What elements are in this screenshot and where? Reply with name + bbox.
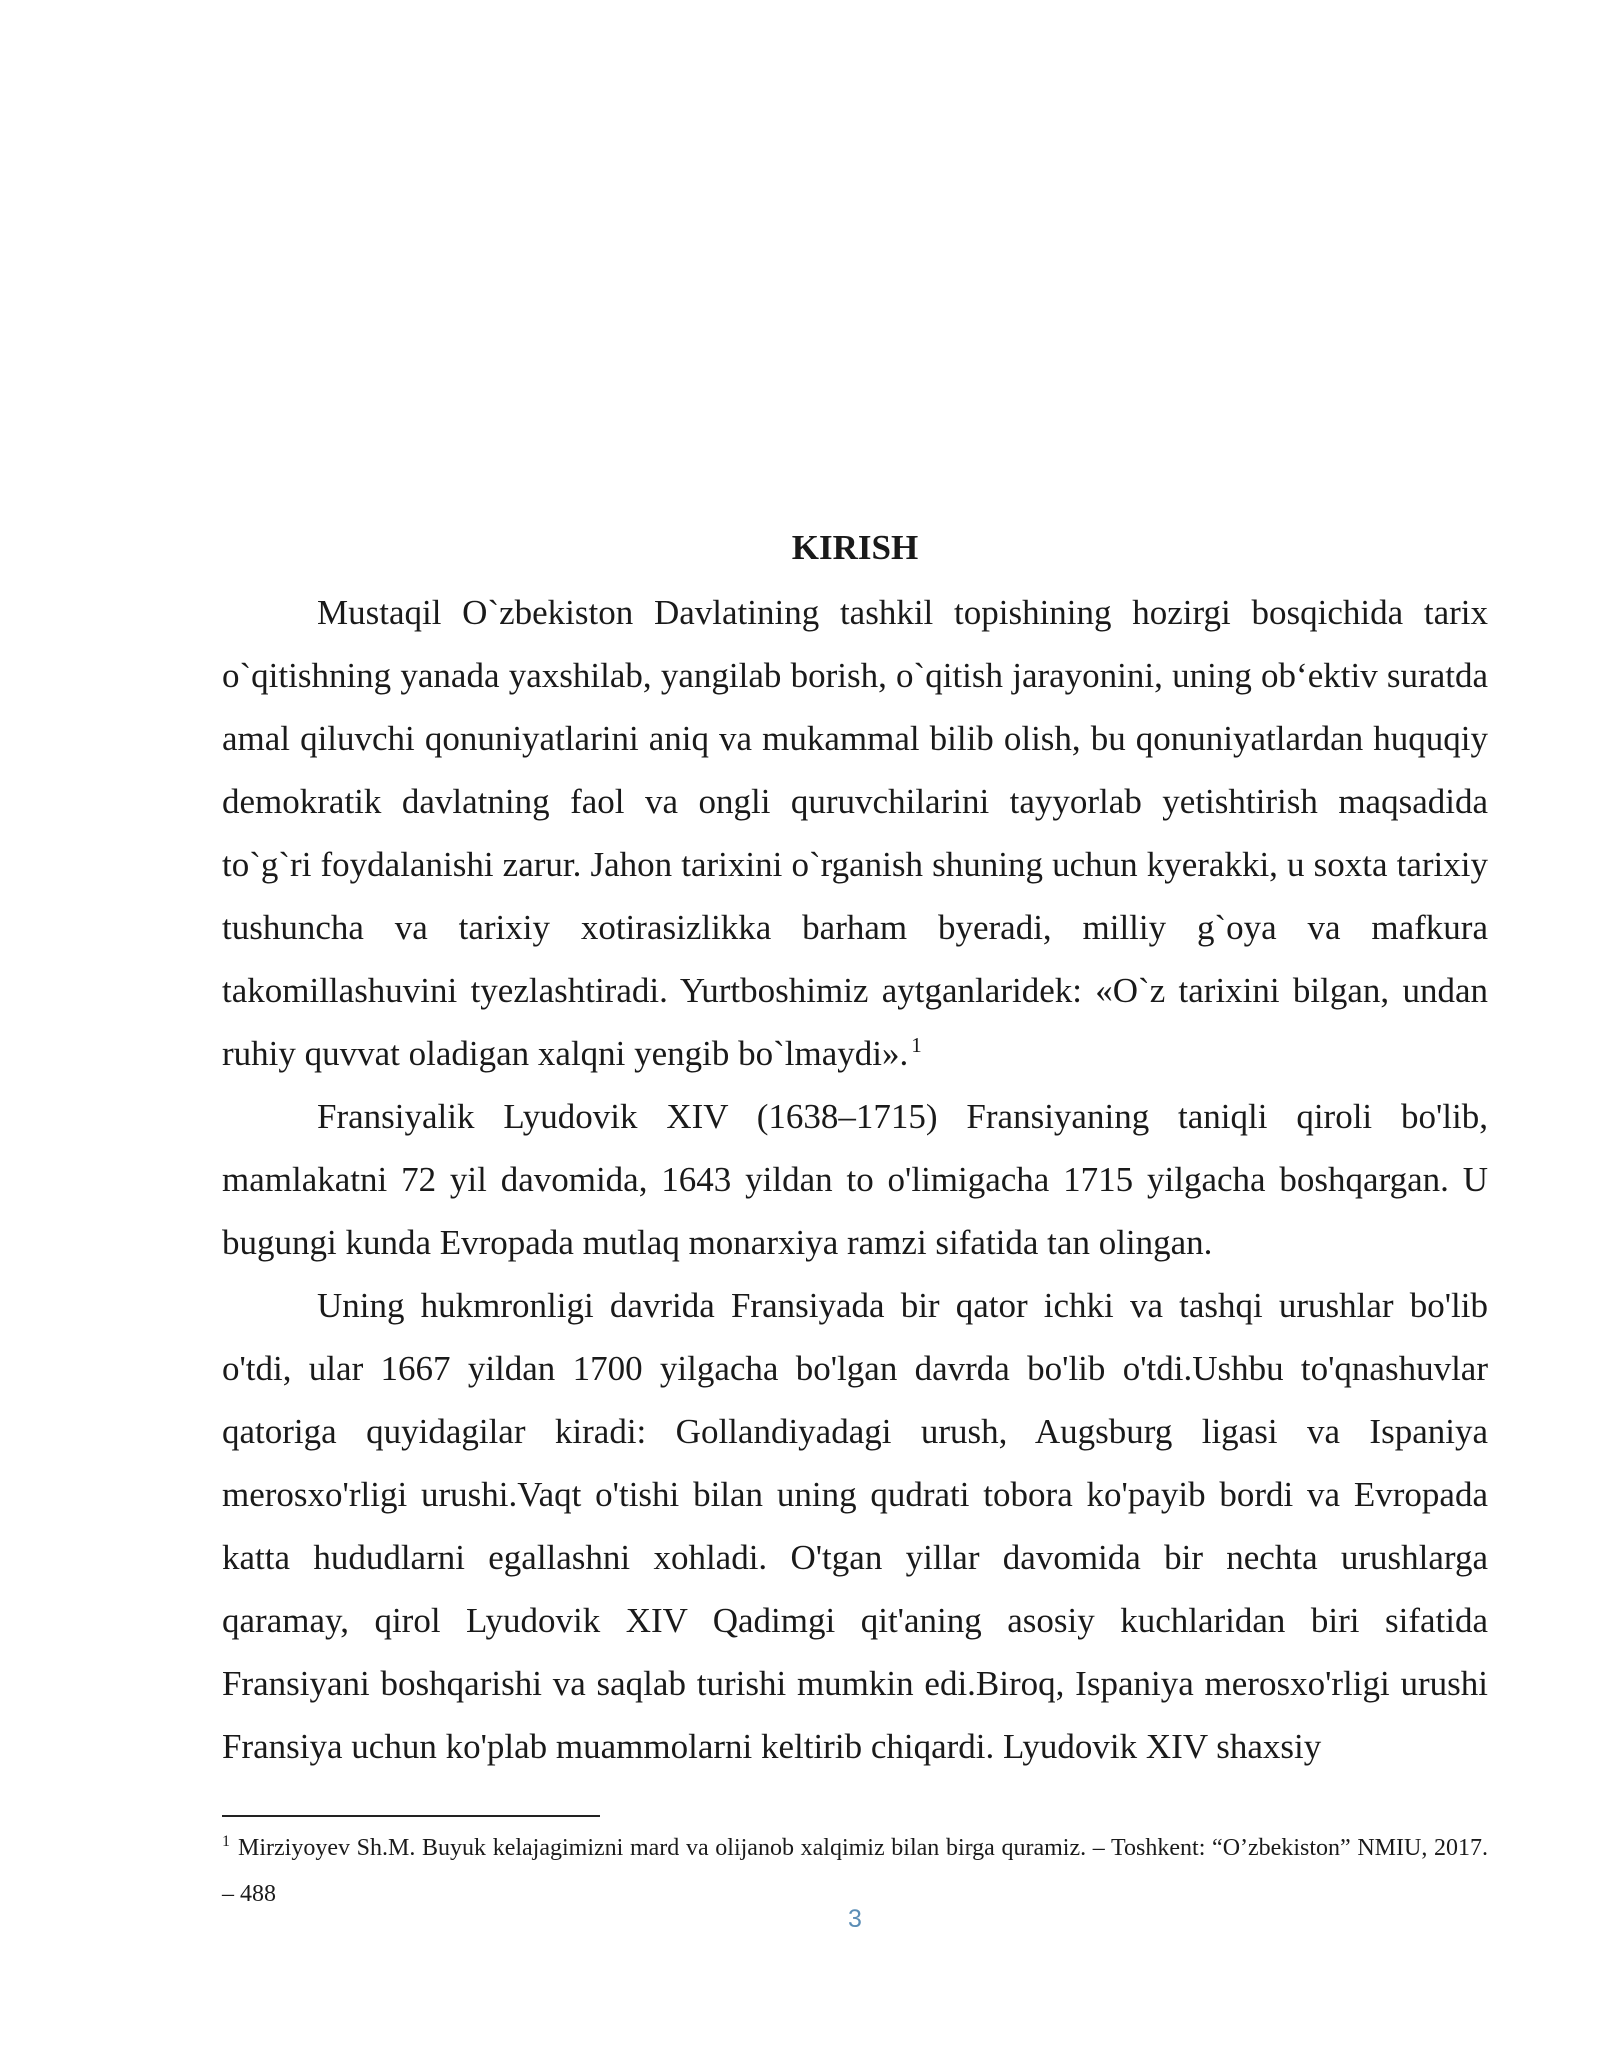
page-body (222, 520, 1488, 1778)
footnote-text: Mirziyoyev Sh.M. Buyuk kelajagimizni mard va olijanob xalqimiz bilan birga quramiz. – Toshkent: “O’zbekiston” NMIU, 2017. – 488 (222, 1835, 1488, 1907)
paragraph-louis-xiv: Fransiyalik Lyudovik XIV (1638–1715) Fransiyaning taniqli qiroli bo'lib, mamlakatni 72 yil davomida, 1643 yildan to o'limigacha 1715 yilgacha boshqargan. U bugungi kunda Evropada mutlaq monarxiya ramzi sifatida tan olingan. (222, 1097, 1488, 1262)
footnote-reference[interactable]: 1 (911, 1033, 922, 1058)
paragraph-reign-wars: Uning hukmronligi davrida Fransiyada bir qator ichki va tashqi urushlar bo'lib o'tdi, ular 1667 yildan 1700 yilgacha bo'lgan davrda bo'lib o'tdi.Ushbu to'qnashuvlar qatoriga quyidagilar kiradi: Gollandiyadagi urush, Augsburg ligasi va Ispaniya merosxo'rligi urushi.Vaqt o'tishi bilan uning qudrati tobora ko'payib bordi va Evropada katta hududlarni egallashni xohladi. O'tgan yillar davomida bir nechta urushlarga qaramay, qirol Lyudovik XIV Qadimgi qit'aning asosiy kuchlaridan biri sifatida Fransiyani boshqarishi va saqlab turishi mumkin edi.Biroq, Ispaniya merosxo'rligi urushi Fransiya uchun ko'plab muammolarni keltirib chiqardi. Lyudovik XIV shaxsiy (222, 1286, 1488, 1766)
footnote (222, 1825, 1488, 1917)
page-number: 3 (848, 1905, 862, 1933)
footnote-number: 1 (222, 1833, 230, 1850)
paragraph-intro-text: Mustaqil O`zbekiston Davlatining tashkil topishining hozirgi bosqichida tarix o`qitishning yanada yaxshilab, yangilab borish, o`qitish jarayonini, uning ob‘ektiv suratda amal qiluvchi qonuniyatlarini aniq va mukammal bilib olish, bu qonuniyatlardan huquqiy demokratik davlatning faol va ongli quruvchilarini tayyorlab yetishtirish maqsadida to`g`ri foydalanishi zarur. Jahon tarixini o`rganish shuning uchun kyerakki, u soxta tarixiy tushuncha va tarixiy xotirasizlikka barham byeradi, milliy g`oya va mafkura takomillashuvini tyezlashtiradi. Yurtboshimiz aytganlaridek: «O`z tarixini bilgan, undan ruhiy quvvat oladigan xalqni yengib bo`lmaydi». (222, 593, 1488, 1073)
paragraph-intro (222, 581, 1488, 1085)
footnote-separator (222, 1815, 600, 1817)
page-title: KIRISH (791, 528, 919, 567)
